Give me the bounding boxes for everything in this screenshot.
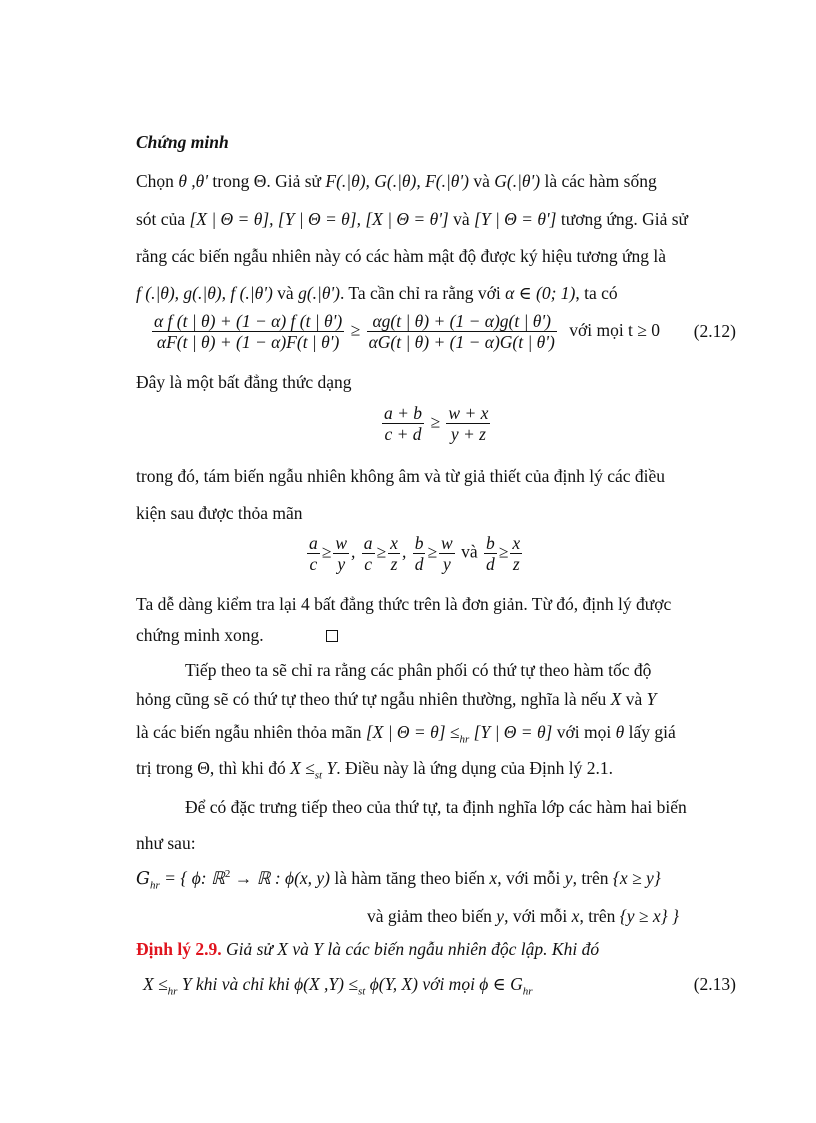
math-X: X	[610, 689, 622, 709]
subscript-hr: hr	[522, 985, 533, 998]
para4-line2	[136, 688, 656, 710]
denominator: z	[512, 554, 520, 574]
para1-line3: rằng các biến ngẫu nhiên này có các hàm mật độ được ký hiệu tương ứng là	[136, 246, 666, 266]
para5-line1: Để có đặc trưng tiếp theo của thứ tự, ta định nghĩa lớp các hàm hai biến	[185, 797, 687, 817]
text: và	[448, 209, 475, 229]
eq-left-numerator: α f (t | θ) + (1 − α) f (t | θ')	[154, 311, 343, 331]
math-Y: Y	[646, 689, 657, 709]
denominator: y	[337, 554, 346, 574]
math-equivalence: Y khi và chỉ khi ϕ(X ,Y) ≤	[177, 974, 358, 994]
theorem-statement: Giả sử X và Y là các biến ngẫu nhiên độc lập. Khi đó	[221, 939, 600, 959]
math-st-order: X ≤	[290, 758, 315, 778]
math-density: g(.|θ')	[298, 283, 340, 303]
relation: ≥	[498, 541, 509, 562]
para3-line1: Ta dễ dàng kiểm tra lại 4 bất đẳng thức trên là đơn giản. Từ đó, định lý được	[136, 594, 672, 614]
conjunction: và	[461, 541, 478, 562]
equation-number-2-12: (2.12)	[693, 321, 736, 341]
math-Y: Y	[322, 758, 337, 778]
ineq-intro: Đây là một bất đẳng thức dạng	[136, 372, 352, 392]
numerator: w	[335, 533, 348, 553]
text: sót của	[136, 209, 190, 229]
text: , trên	[572, 867, 613, 888]
qed-square-icon	[326, 630, 338, 642]
text: . Ta cần chỉ ra rằng với	[340, 283, 506, 303]
frac-a-c	[307, 533, 320, 574]
ghr-definition-line2	[367, 905, 679, 927]
para1-line4	[136, 282, 618, 304]
frac-x-z	[388, 533, 400, 574]
equation-2-12	[150, 311, 660, 352]
para2-line1: trong đó, tám biến ngẫu nhiên không âm và từ giả thiết của định lý các điều	[136, 466, 665, 486]
math-phi: → ℝ : ϕ(x, y)	[230, 867, 331, 888]
relation: ≥	[321, 541, 332, 562]
text: , ta có	[575, 283, 618, 303]
text: và	[272, 283, 299, 303]
text: là các hàm sống	[540, 171, 657, 191]
math-theta: θ ,θ'	[178, 171, 208, 191]
math-set-start: = { ϕ: ℝ	[159, 867, 225, 888]
frac-w-y	[439, 533, 455, 574]
superscript-2: 2	[224, 868, 231, 880]
relation: ≥	[427, 541, 438, 562]
text: lấy giá	[624, 722, 676, 742]
para5-line2: như sau:	[136, 833, 196, 853]
denominator: y + z	[450, 424, 486, 444]
ineq-left-fraction	[382, 403, 424, 444]
proof-heading: Chứng minh	[136, 132, 229, 152]
frac-a-c	[362, 533, 375, 574]
para2-line2: kiện sau được thỏa mãn	[136, 503, 303, 523]
ghr-definition-line1	[136, 863, 661, 896]
conditions-row	[305, 533, 524, 574]
text: là hàm tăng theo biến	[330, 867, 490, 888]
text: . Điều này là ứng dụng của Định lý 2.1.	[336, 758, 614, 778]
eq-right-fraction	[367, 311, 557, 352]
subscript-hr: hr	[167, 985, 178, 998]
denominator: c	[309, 554, 318, 574]
eq-right-numerator: αg(t | θ) + (1 − α)g(t | θ')	[367, 311, 557, 332]
text: tương ứng. Giả sử	[556, 209, 689, 229]
denominator: z	[390, 554, 398, 574]
text: và	[621, 689, 647, 709]
math-x: x	[489, 867, 498, 888]
para4-line4	[136, 757, 613, 787]
theorem-2-9	[136, 938, 599, 960]
relation: ≥	[376, 541, 387, 562]
math-hr-order: X ≤	[143, 974, 168, 994]
text: là các biến ngẫu nhiên thỏa mãn	[136, 722, 366, 742]
denominator: d	[486, 554, 495, 574]
numerator: x	[512, 533, 521, 553]
subscript-hr: hr	[149, 879, 160, 892]
para1-line2	[136, 208, 688, 230]
text: trị trong Θ, thì khi đó	[136, 758, 291, 778]
frac-x-z	[510, 533, 522, 574]
numerator: a	[309, 533, 318, 553]
separator: ,	[401, 541, 407, 562]
theorem-label: Định lý 2.9.	[136, 939, 222, 959]
ineq-right-fraction	[446, 403, 490, 444]
equation-2-13	[143, 973, 533, 1003]
numerator: w + x	[448, 403, 489, 423]
math-x: x	[571, 906, 580, 926]
denominator: y	[443, 554, 451, 574]
text: Chọn	[136, 171, 179, 191]
eq-right-denominator: αG(t | θ) + (1 − α)G(t | θ')	[368, 332, 555, 352]
numerator: a + b	[384, 403, 423, 423]
numerator: b	[414, 533, 424, 553]
math-y: y	[564, 867, 573, 888]
text: và	[468, 171, 495, 191]
math-region: {y ≥ x} }	[619, 906, 680, 926]
subscript-st: st	[357, 985, 366, 998]
eq-condition: với mọi t ≥ 0	[569, 319, 661, 340]
numerator: a	[363, 533, 373, 553]
denominator: c + d	[384, 424, 422, 444]
math-theta: θ	[615, 722, 625, 742]
text: , với mỗi	[497, 867, 565, 888]
relation: ≥	[430, 411, 441, 432]
math-region: {x ≥ y}	[612, 867, 661, 888]
eq-left-denominator: αF(t | θ) + (1 − α)F(t | θ')	[156, 332, 340, 352]
math-for-all: ϕ(Y, X) với mọi ϕ ∈ G	[365, 974, 523, 994]
math-survival-functions: F(.|θ), G(.|θ), F(.|θ')	[325, 171, 469, 191]
math-densities: f (.|θ), g(.|θ), f (.|θ')	[136, 283, 273, 303]
denominator: c	[364, 554, 373, 574]
denominator: d	[414, 554, 424, 574]
numerator: w	[441, 533, 453, 553]
eq-left-fraction	[152, 311, 344, 352]
math-hr-order-left: [X | Θ = θ] ≤	[365, 722, 460, 742]
frac-b-d	[413, 533, 426, 574]
text: hỏng cũng sẽ có thứ tự theo thứ tự ngẫu nhiên thường, nghĩa là nếu	[136, 689, 611, 709]
text: trong Θ. Giả sử	[208, 171, 326, 191]
subscript-hr: hr	[459, 733, 470, 746]
para4-line3	[136, 721, 676, 751]
para3-line2	[136, 624, 338, 646]
math-survival-function: G(.|θ')	[494, 171, 541, 191]
eq-relation: ≥	[350, 319, 361, 340]
numerator: b	[486, 533, 495, 553]
text: với mọi	[552, 722, 616, 742]
math-y: y	[496, 906, 505, 926]
frac-b-d	[484, 533, 497, 574]
math-alpha-range: α ∈ (0; 1)	[505, 283, 576, 303]
frac-w-y	[333, 533, 349, 574]
text: chứng minh xong.	[136, 625, 264, 645]
text: và giảm theo biến	[367, 906, 497, 926]
inequality-form	[380, 403, 492, 444]
math-script-G: G	[136, 868, 150, 889]
equation-number-2-13: (2.13)	[693, 974, 736, 994]
numerator: x	[390, 533, 398, 553]
separator: ,	[351, 541, 356, 562]
text: , với mỗi	[504, 906, 572, 926]
math-hr-order-right: [Y | Θ = θ]	[469, 722, 553, 742]
math-conditional-vars: [X | Θ = θ], [Y | Θ = θ], [X | Θ = θ']	[189, 209, 449, 229]
text: , trên	[579, 906, 620, 926]
para4-line1: Tiếp theo ta sẽ chỉ ra rằng các phân phối có thứ tự theo hàm tốc độ	[185, 660, 652, 680]
subscript-st: st	[314, 769, 323, 782]
para1-line1	[136, 170, 657, 192]
math-conditional-var: [Y | Θ = θ']	[474, 209, 557, 229]
